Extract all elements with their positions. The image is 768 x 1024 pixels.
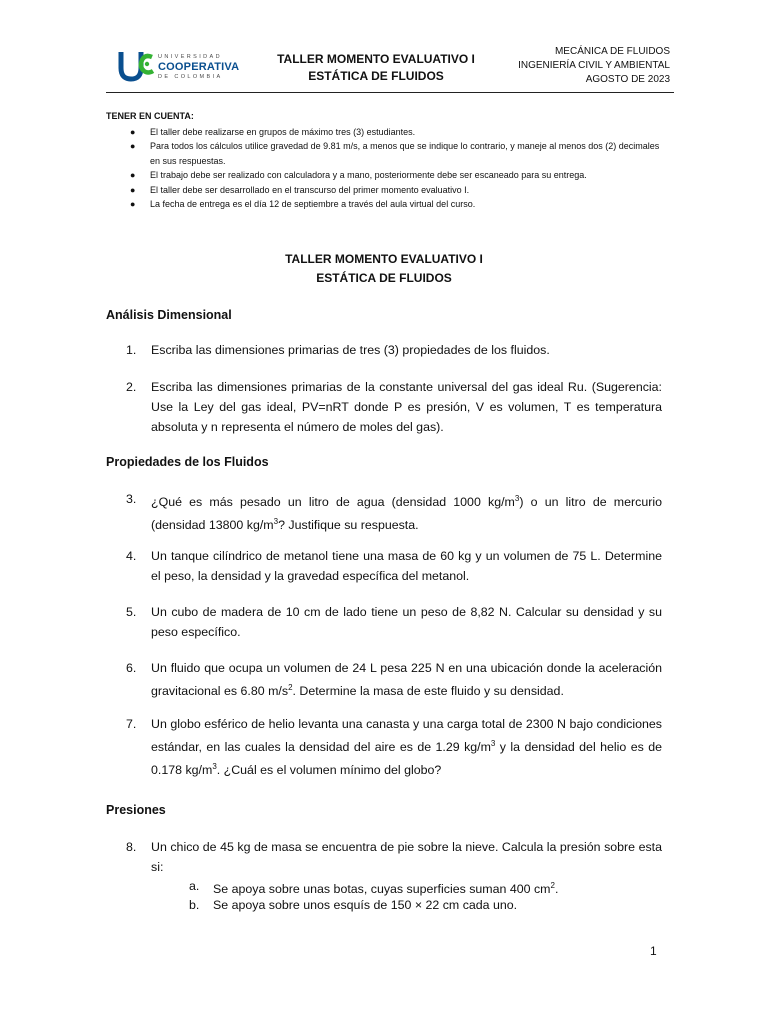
question-text: Un tanque cilíndrico de metanol tiene una masa de 60 kg y un volumen de 75 L. Determine el peso, la densidad y la gravedad específica del metanol. (151, 549, 662, 583)
header-date: AGOSTO DE 2023 (585, 74, 670, 85)
header-course-name: MECÁNICA DE FLUIDOS (554, 46, 670, 57)
note-text: El taller debe ser desarrollado en el transcurso del primer momento evaluativo I. (150, 184, 470, 195)
question-8 (106, 837, 662, 877)
question-5 (106, 602, 662, 642)
header-title-line1: TALLER MOMENTO EVALUATIVO I (277, 52, 475, 66)
section-title-presiones: Presiones (106, 803, 166, 817)
notes-heading: TENER EN CUENTA: (106, 111, 194, 121)
logo-text-universidad: UNIVERSIDAD (158, 54, 222, 60)
list-item (106, 183, 666, 198)
ucc-logo-icon (118, 48, 158, 84)
question-number: 3. (126, 492, 137, 506)
logo-text-de-colombia: DE COLOMBIA (158, 74, 223, 80)
note-text: El taller debe realizarse en grupos de máximo tres (3) estudiantes. (150, 126, 416, 137)
list-item (106, 125, 666, 140)
question-3 (106, 489, 662, 535)
section-title-dimensional: Análisis Dimensional (106, 308, 232, 322)
note-text: Para todos los cálculos utilice gravedad de 9.81 m/s, a menos que se indique lo contrario, y maneje al menos dos (2) decimales en sus respuestas. (150, 141, 660, 166)
note-text: La fecha de entrega es el día 12 de septiembre a través del aula virtual del curso. (150, 199, 476, 209)
question-1 (106, 340, 662, 360)
header-title (256, 51, 496, 85)
question-text: Escriba las dimensiones primarias de tres (3) propiedades de los fluidos. (151, 343, 550, 357)
question-text: Un chico de 45 kg de masa se encuentra de pie sobre la nieve. Calcula la presión sobre esta si: (151, 840, 662, 874)
question-number: 2. (126, 380, 137, 394)
question-number: 7. (126, 717, 137, 731)
question-7 (106, 714, 662, 780)
question-number: 8. (126, 840, 137, 854)
bullet-icon: ● (130, 141, 136, 151)
page-header (106, 40, 674, 93)
notes-section (106, 109, 666, 212)
main-title (106, 250, 662, 288)
main-title-line2: ESTÁTICA DE FLUIDOS (316, 271, 452, 285)
page-number: 1 (650, 944, 657, 958)
note-text: El trabajo debe ser realizado con calculadora y a mano, posteriormente debe ser escaneado para su entrega. (150, 170, 587, 180)
list-item (106, 139, 666, 168)
bullet-icon: ● (130, 170, 136, 180)
question-6 (106, 658, 662, 701)
list-item (106, 168, 666, 183)
header-title-line2: ESTÁTICA DE FLUIDOS (308, 69, 444, 83)
question-number: 6. (126, 661, 137, 675)
university-logo (118, 48, 246, 86)
notes-list (106, 125, 666, 212)
bullet-icon: ● (130, 126, 136, 137)
question-number: 1. (126, 343, 137, 357)
sub-text: Se apoya sobre unos esquís de 150 × 22 cm cada uno. (213, 898, 518, 912)
question-text: ¿Qué es más pesado un litro de agua (densidad 1000 $kg/m^3$) o un litro de mercurio (densidad 13800 $kg/m^3$? Justifique su respuesta. (151, 494, 662, 533)
section-title-propiedades: Propiedades de los Fluidos (106, 455, 269, 469)
logo-text-cooperativa: COOPERATIVA (158, 61, 240, 73)
question-number: 5. (126, 605, 137, 619)
question-text: Un globo esférico de helio levanta una canasta y una carga total de 2300 N bajo condiciones estándar, en las cuales la densidad del aire es de 1.29 $kg/m^3$ y la densidad del helio es de 0.178 $kg/m^3$. ¿Cuál es el volumen mínimo del globo? (151, 717, 662, 778)
question-8-part-b (106, 895, 662, 915)
sub-letter: a. (189, 879, 200, 893)
list-item (106, 197, 666, 212)
question-text: Un fluido que ocupa un volumen de 24 L pesa 225 N en una ubicación donde la aceleración gravitacional es 6.80 $m/s^2$. Determine la masa de este fluido y su densidad. (151, 661, 662, 699)
question-4 (106, 546, 662, 586)
question-text: Escriba las dimensiones primarias de la constante universal del gas ideal Ru. (Sugerencia: Use la Ley del gas ideal, PV=nRT donde P es presión, V es volumen, T es temperatura absoluta y n representa el número de moles del gas). (151, 380, 662, 434)
bullet-icon: ● (130, 199, 136, 209)
header-course-info (518, 45, 670, 87)
header-program: INGENIERÍA CIVIL Y AMBIENTAL (518, 60, 670, 71)
question-text: Un cubo de madera de 10 cm de lado tiene un peso de 8,82 N. Calcular su densidad y su peso específico. (151, 605, 662, 639)
sub-text: Se apoya sobre unas botas, cuyas superficies suman 400 $cm^2$. (213, 881, 559, 897)
question-2 (106, 377, 662, 437)
bullet-icon: ● (130, 184, 136, 195)
sub-letter: b. (189, 898, 200, 912)
question-number: 4. (126, 549, 137, 563)
main-title-line1: TALLER MOMENTO EVALUATIVO I (285, 252, 483, 266)
